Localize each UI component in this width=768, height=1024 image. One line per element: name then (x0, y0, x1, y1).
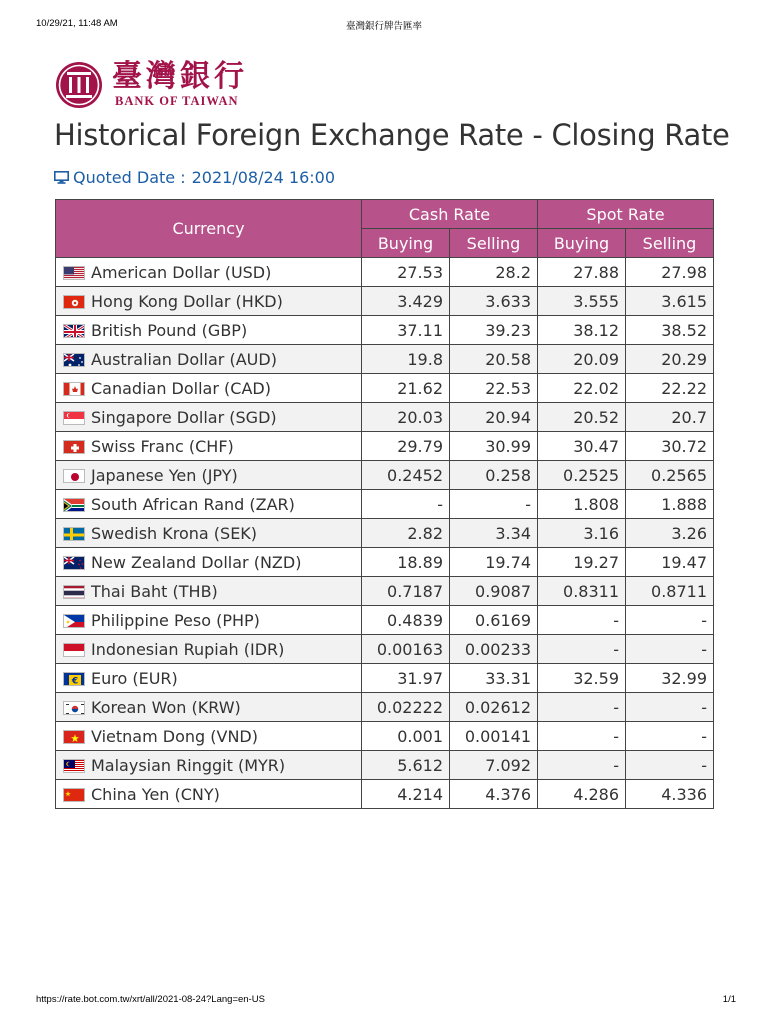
ca-flag-icon (63, 382, 85, 396)
spot-selling-cell: 30.72 (626, 432, 714, 461)
spot-buying-cell: - (538, 693, 626, 722)
spot-buying-cell: 38.12 (538, 316, 626, 345)
currency-cell[interactable] (56, 664, 362, 693)
currency-cell[interactable] (56, 490, 362, 519)
cash-buying-cell: 0.4839 (362, 606, 450, 635)
quoted-date-label: Quoted Date : (73, 168, 186, 187)
cash-selling-cell: 0.02612 (450, 693, 538, 722)
currency-name: South African Rand (ZAR) (91, 494, 295, 514)
currency-name: Japanese Yen (JPY) (91, 465, 238, 485)
currency-name: Swedish Krona (SEK) (91, 523, 258, 543)
spot-selling-cell: 19.47 (626, 548, 714, 577)
cash-selling-cell: 33.31 (450, 664, 538, 693)
currency-name: Swiss Franc (CHF) (91, 436, 234, 456)
rate-row (56, 345, 714, 374)
kr-flag-icon (63, 701, 85, 715)
spot-buying-cell: 3.16 (538, 519, 626, 548)
cash-buying-cell: 18.89 (362, 548, 450, 577)
currency-name: Vietnam Dong (VND) (91, 726, 258, 746)
spot-buying-header: Buying (538, 229, 626, 258)
spot-buying-cell: - (538, 722, 626, 751)
spot-selling-cell: 38.52 (626, 316, 714, 345)
cash-selling-cell: 7.092 (450, 751, 538, 780)
th-flag-icon (63, 585, 85, 599)
rate-row (56, 258, 714, 287)
spot-buying-cell: 3.555 (538, 287, 626, 316)
cash-buying-cell: 2.82 (362, 519, 450, 548)
bank-logo[interactable] (54, 58, 294, 112)
rate-row (56, 403, 714, 432)
currency-cell[interactable] (56, 751, 362, 780)
cash-buying-cell: 4.214 (362, 780, 450, 809)
sg-flag-icon (63, 411, 85, 425)
currency-name: Singapore Dollar (SGD) (91, 407, 277, 427)
spot-buying-cell: 32.59 (538, 664, 626, 693)
cash-selling-cell: 20.58 (450, 345, 538, 374)
us-flag-icon (63, 266, 85, 280)
page-title: Historical Foreign Exchange Rate - Closing Rate (54, 118, 730, 152)
currency-cell[interactable] (56, 316, 362, 345)
spot-selling-cell: 1.888 (626, 490, 714, 519)
spot-selling-cell: 0.8711 (626, 577, 714, 606)
logo-english-name: BANK OF TAIWAN (115, 94, 239, 108)
quoted-date-value: 2021/08/24 16:00 (191, 168, 336, 187)
print-header (0, 18, 768, 32)
currency-cell[interactable] (56, 345, 362, 374)
cash-buying-cell: 19.8 (362, 345, 450, 374)
rate-row (56, 374, 714, 403)
spot-selling-cell: 3.615 (626, 287, 714, 316)
spot-buying-cell: 19.27 (538, 548, 626, 577)
ch-flag-icon (63, 440, 85, 454)
rate-row (56, 316, 714, 345)
print-footer (0, 994, 768, 1008)
logo-chinese-name: 臺灣銀行 (112, 59, 248, 94)
cash-buying-cell: 0.02222 (362, 693, 450, 722)
currency-cell[interactable] (56, 461, 362, 490)
rate-row (56, 548, 714, 577)
currency-cell[interactable] (56, 693, 362, 722)
rate-row (56, 519, 714, 548)
spot-selling-cell: 20.29 (626, 345, 714, 374)
rate-row (56, 693, 714, 722)
currency-header: Currency (56, 200, 362, 258)
id-flag-icon (63, 643, 85, 657)
se-flag-icon (63, 527, 85, 541)
print-url: https://rate.bot.com.tw/xrt/all/2021-08-24?Lang=en-US (36, 994, 265, 1005)
spot-selling-cell: - (626, 635, 714, 664)
nz-flag-icon (63, 556, 85, 570)
currency-cell[interactable] (56, 722, 362, 751)
spot-selling-cell: - (626, 606, 714, 635)
cash-selling-cell: 28.2 (450, 258, 538, 287)
spot-selling-cell: 4.336 (626, 780, 714, 809)
cash-buying-cell: 5.612 (362, 751, 450, 780)
rate-row (56, 664, 714, 693)
rate-row (56, 751, 714, 780)
cash-buying-header: Buying (362, 229, 450, 258)
spot-selling-cell: - (626, 693, 714, 722)
cash-buying-cell: - (362, 490, 450, 519)
cash-selling-cell: 19.74 (450, 548, 538, 577)
cash-selling-cell: 39.23 (450, 316, 538, 345)
currency-cell[interactable] (56, 258, 362, 287)
spot-buying-cell: 22.02 (538, 374, 626, 403)
spot-selling-cell: - (626, 722, 714, 751)
rate-row (56, 722, 714, 751)
gb-flag-icon (63, 324, 85, 338)
spot-buying-cell: 30.47 (538, 432, 626, 461)
cash-buying-cell: 31.97 (362, 664, 450, 693)
currency-name: Philippine Peso (PHP) (91, 610, 260, 630)
rate-row (56, 461, 714, 490)
jp-flag-icon (63, 469, 85, 483)
spot-buying-cell: - (538, 606, 626, 635)
cash-buying-cell: 29.79 (362, 432, 450, 461)
spot-buying-cell: - (538, 635, 626, 664)
currency-name: New Zealand Dollar (NZD) (91, 552, 302, 572)
spot-selling-header: Selling (626, 229, 714, 258)
print-datetime: 10/29/21, 11:48 AM (36, 18, 118, 29)
cash-buying-cell: 20.03 (362, 403, 450, 432)
cash-selling-cell: 3.633 (450, 287, 538, 316)
cash-selling-cell: - (450, 490, 538, 519)
rate-row (56, 432, 714, 461)
spot-buying-cell: 20.52 (538, 403, 626, 432)
ph-flag-icon (63, 614, 85, 628)
eu-flag-icon (63, 672, 85, 686)
currency-cell[interactable] (56, 374, 362, 403)
cash-selling-cell: 0.258 (450, 461, 538, 490)
spot-selling-cell: 27.98 (626, 258, 714, 287)
currency-name: Euro (EUR) (91, 668, 178, 688)
cash-selling-cell: 22.53 (450, 374, 538, 403)
bank-emblem-icon (54, 60, 104, 110)
cash-selling-cell: 30.99 (450, 432, 538, 461)
my-flag-icon (63, 759, 85, 773)
quoted-date (54, 168, 335, 187)
cash-buying-cell: 21.62 (362, 374, 450, 403)
cash-buying-cell: 3.429 (362, 287, 450, 316)
spot-buying-cell: 27.88 (538, 258, 626, 287)
spot-selling-cell: - (626, 751, 714, 780)
rate-table-body (56, 258, 714, 809)
rate-row (56, 635, 714, 664)
currency-cell[interactable] (56, 519, 362, 548)
cash-selling-cell: 20.94 (450, 403, 538, 432)
cash-selling-cell: 3.34 (450, 519, 538, 548)
cash-selling-header: Selling (450, 229, 538, 258)
spot-buying-cell: 20.09 (538, 345, 626, 374)
currency-cell[interactable] (56, 780, 362, 809)
rate-row (56, 287, 714, 316)
rate-row (56, 490, 714, 519)
monitor-icon (54, 171, 69, 184)
currency-name: Indonesian Rupiah (IDR) (91, 639, 285, 659)
vn-flag-icon (63, 730, 85, 744)
currency-name: British Pound (GBP) (91, 320, 248, 340)
rate-row (56, 606, 714, 635)
cash-buying-cell: 0.7187 (362, 577, 450, 606)
spot-selling-cell: 3.26 (626, 519, 714, 548)
cash-selling-cell: 0.6169 (450, 606, 538, 635)
cash-selling-cell: 0.00141 (450, 722, 538, 751)
spot-buying-cell: - (538, 751, 626, 780)
spot-selling-cell: 32.99 (626, 664, 714, 693)
currency-cell[interactable] (56, 548, 362, 577)
za-flag-icon (63, 498, 85, 512)
spot-selling-cell: 20.7 (626, 403, 714, 432)
spot-buying-cell: 1.808 (538, 490, 626, 519)
spot-buying-cell: 4.286 (538, 780, 626, 809)
currency-cell[interactable] (56, 432, 362, 461)
currency-cell[interactable] (56, 287, 362, 316)
currency-cell[interactable] (56, 577, 362, 606)
hk-flag-icon (63, 295, 85, 309)
cash-buying-cell: 0.00163 (362, 635, 450, 664)
cash-selling-cell: 0.9087 (450, 577, 538, 606)
print-doc-title: 臺灣銀行牌告匯率 (345, 21, 422, 32)
exchange-rate-table (55, 199, 714, 809)
spot-selling-cell: 0.2565 (626, 461, 714, 490)
spot-rate-header: Spot Rate (538, 200, 714, 229)
au-flag-icon (63, 353, 85, 367)
currency-name: Canadian Dollar (CAD) (91, 378, 271, 398)
currency-name: Thai Baht (THB) (91, 581, 218, 601)
cash-selling-cell: 0.00233 (450, 635, 538, 664)
currency-name: Korean Won (KRW) (91, 697, 241, 717)
spot-selling-cell: 22.22 (626, 374, 714, 403)
cash-buying-cell: 0.001 (362, 722, 450, 751)
currency-name: China Yen (CNY) (91, 784, 220, 804)
spot-buying-cell: 0.8311 (538, 577, 626, 606)
currency-name: American Dollar (USD) (91, 262, 272, 282)
currency-name: Hong Kong Dollar (HKD) (91, 291, 283, 311)
rate-row (56, 780, 714, 809)
cn-flag-icon (63, 788, 85, 802)
cash-buying-cell: 0.2452 (362, 461, 450, 490)
currency-name: Australian Dollar (AUD) (91, 349, 277, 369)
currency-cell[interactable] (56, 635, 362, 664)
svg-text:€: € (71, 676, 79, 686)
currency-cell[interactable] (56, 403, 362, 432)
cash-buying-cell: 27.53 (362, 258, 450, 287)
currency-cell[interactable] (56, 606, 362, 635)
cash-buying-cell: 37.11 (362, 316, 450, 345)
print-page-number: 1/1 (722, 994, 736, 1005)
spot-buying-cell: 0.2525 (538, 461, 626, 490)
cash-rate-header: Cash Rate (362, 200, 538, 229)
rate-row (56, 577, 714, 606)
cash-selling-cell: 4.376 (450, 780, 538, 809)
currency-name: Malaysian Ringgit (MYR) (91, 755, 286, 775)
